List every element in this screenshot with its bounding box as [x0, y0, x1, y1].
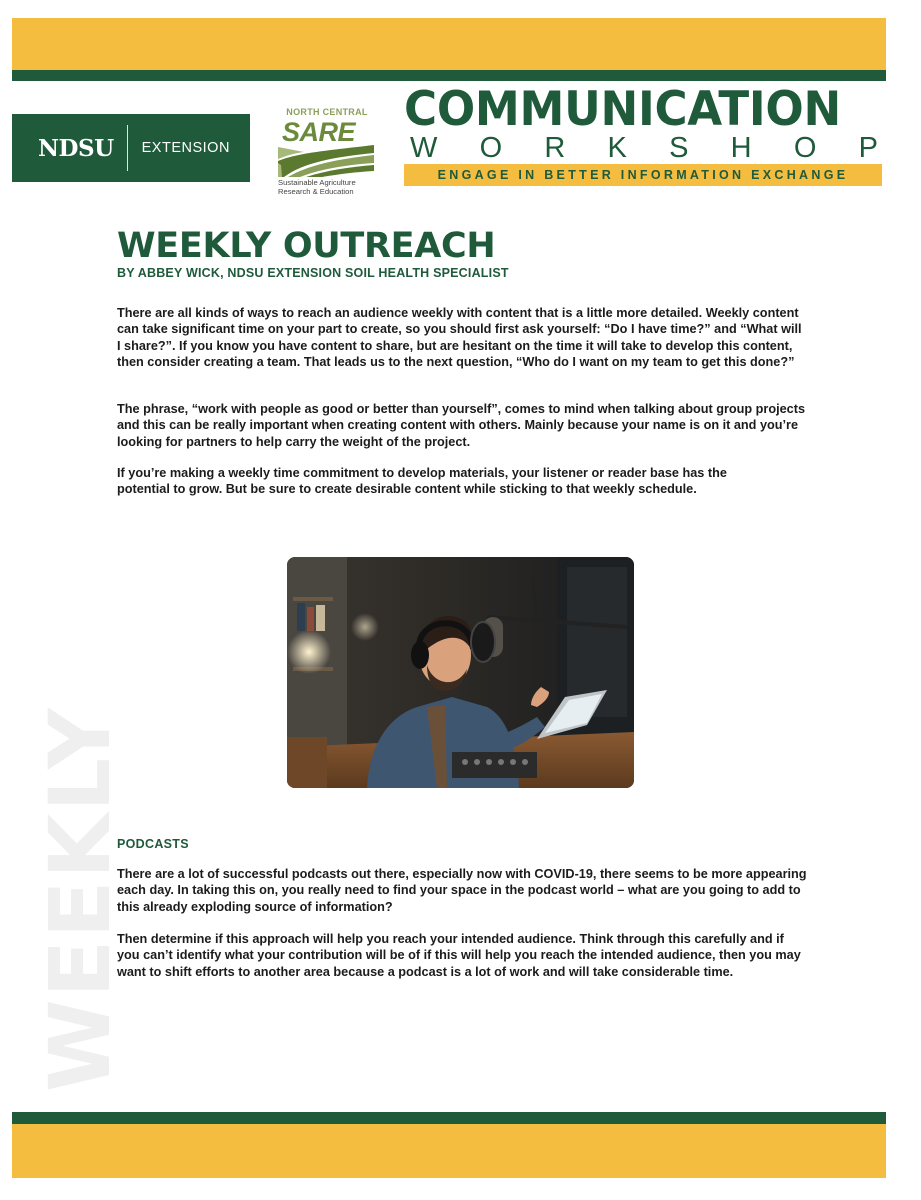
ndsu-wordmark: NDSU [38, 134, 114, 162]
bottom-green-rule [12, 1112, 886, 1124]
workshop-letter: W [410, 132, 438, 164]
extension-label: EXTENSION [141, 140, 230, 156]
workshop-letter: K [607, 132, 627, 164]
podcaster-illustration [287, 557, 634, 788]
sare-subtitle [278, 179, 376, 196]
top-gold-bar [12, 18, 886, 70]
sare-fields-icon [278, 143, 374, 177]
bottom-gold-bar [12, 1124, 886, 1178]
podcast-photo [287, 557, 634, 788]
article-headline: WEEKLY OUTREACH [117, 226, 496, 266]
body-paragraph: There are all kinds of ways to reach an audience weekly with content that is a little more detailed. Weekly content can take significant time on your part to create, so you should first ask yourself: “Do I have time?” and “What will I share?”. If you know you have content to share, but are hesitant on the time it will take to develop this content, then consider creating a team. That leads us to the next question, “Who do I want on my team to get this done?” [117, 306, 802, 369]
workshop-letter: P [858, 132, 878, 164]
workshop-letter: S [669, 132, 689, 164]
workshop-subtitle [410, 133, 878, 163]
sare-subtitle-line1: Sustainable Agriculture [278, 178, 356, 187]
body-paragraph: There are a lot of successful podcasts out there, especially now with COVID-19, there seems to be more appearing each day. In taking this on, you really need to find your space in the podcast world – what are you going to add to this already exploding source of information? [117, 867, 807, 914]
body-paragraph: If you’re making a weekly time commitment to develop materials, your listener or reader base has the potential to grow. But be sure to create desirable content while sticking to that weekly schedule. [117, 466, 727, 497]
workshop-title: COMMUNICATION [404, 82, 841, 137]
workshop-letter: O [479, 132, 503, 164]
logo-divider [127, 125, 128, 171]
sare-wordmark: SARE [282, 117, 356, 147]
sare-logo [278, 107, 376, 195]
section-heading-podcasts: PODCASTS [117, 837, 189, 851]
ndsu-extension-logo [12, 114, 250, 182]
workshop-letter: R [544, 132, 566, 164]
body-paragraph: Then determine if this approach will help you reach your intended audience. Think through this carefully and if you can’t identify what your contribution will be of if this will help you reach the intended audience, then you may want to shift efforts to another area because a podcast is a lot of work and will take considerable time. [117, 932, 801, 979]
workshop-letter: O [793, 132, 817, 164]
tagline-band [404, 164, 882, 186]
tagline: ENGAGE IN BETTER INFORMATION EXCHANGE [437, 168, 849, 182]
article-byline: BY ABBEY WICK, NDSU EXTENSION SOIL HEALTH SPECIALIST [117, 266, 509, 280]
workshop-letter: H [730, 132, 752, 164]
top-green-rule [12, 70, 886, 81]
body-paragraph: The phrase, “work with people as good or better than yourself”, comes to mind when talking about group projects and this can be really important when creating content with others. Mainly because your name is on it and you’re looking for partners to help carry the weight of the project. [117, 402, 806, 449]
side-watermark: WEEKLY [31, 706, 129, 1092]
sare-region: NORTH CENTRAL [286, 107, 368, 117]
sare-subtitle-line2: Research & Education [278, 186, 354, 196]
